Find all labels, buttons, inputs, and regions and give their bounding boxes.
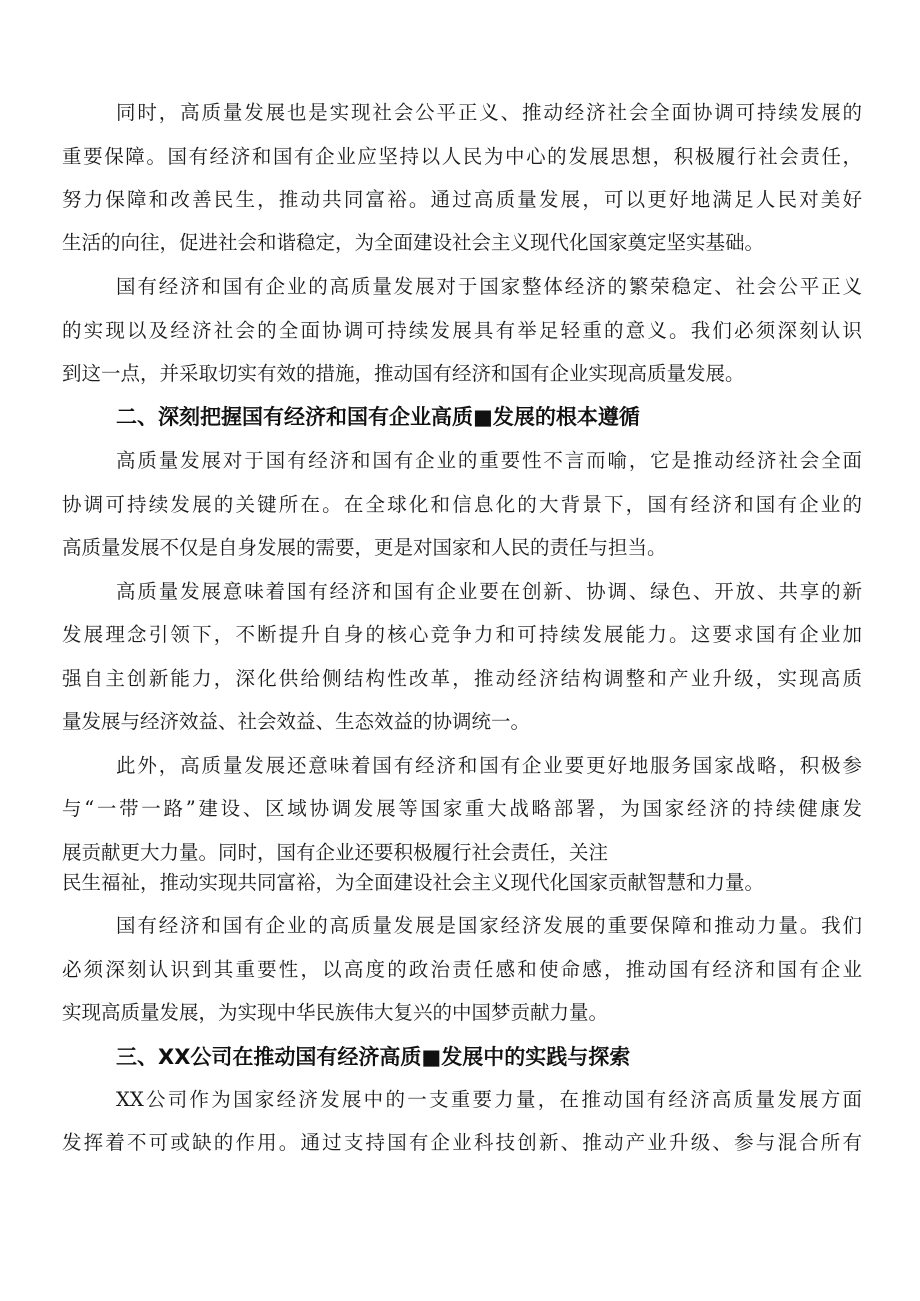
paragraph-line: 生活的向往，促进社会和谐稳定，为全面建设社会主义现代化国家奠定坚实基础。 — [62, 231, 765, 254]
section-heading-2: 二、深刻把握国有经济和国有企业高质■发展的根本遵循 — [116, 405, 640, 429]
paragraph-line: 发展理念引领下，不断提升自身的核心竞争力和可持续发展能力。这要求国有企业加 — [62, 623, 862, 646]
paragraph-line: 发挥着不可或缺的作用。通过支持国有企业科技创新、推动产业升级、参与混合所有 — [62, 1131, 862, 1154]
paragraph-line: 强自主创新能力，深化供给侧结构性改革，推动经济结构调整和产业升级，实现高质 — [62, 667, 862, 690]
paragraph-line: 的实现以及经济社会的全面协调可持续发展具有举足轻重的意义。我们必须深刻认识 — [62, 319, 862, 342]
section-heading-3: 三、XX公司在推动国有经济高质■发展中的实践与探索 — [116, 1045, 631, 1069]
paragraph-line: XX公司作为国家经济发展中的一支重要力量，在推动国有经济高质量发展方面 — [116, 1088, 862, 1111]
paragraph-line: 协调可持续发展的关键所在。在全球化和信息化的大背景下，国有经济和国有企业的 — [62, 493, 862, 516]
paragraph-line: 国有经济和国有企业的高质量发展是国家经济发展的重要保障和推动力量。我们 — [116, 914, 862, 937]
paragraph-line: 必须深刻认识到其重要性，以高度的政治责任感和使命感，推动国有经济和国有企业 — [62, 958, 862, 981]
paragraph-line: 展贡献更大力量。同时，国有企业还要积极履行社会责任，关注 — [62, 841, 609, 864]
paragraph-line: 高质量发展意味着国有经济和国有企业要在创新、协调、绿色、开放、共享的新 — [116, 580, 862, 603]
paragraph-line: 到这一点，并采取切实有效的措施，推动国有经济和国有企业实现高质量发展。 — [62, 362, 745, 385]
paragraph-line: 实现高质量发展，为实现中华民族伟大复兴的中国梦贡献力量。 — [62, 1001, 609, 1024]
paragraph-line: 同时，高质量发展也是实现社会公平正义、推动经济社会全面协调可持续发展的 — [116, 101, 862, 124]
paragraph-line: 高质量发展对于国有经济和国有企业的重要性不言而喻，它是推动经济社会全面 — [116, 449, 862, 472]
paragraph-line: 国有经济和国有企业的高质量发展对于国家整体经济的繁荣稳定、社会公平正义 — [116, 275, 862, 298]
paragraph-line: 努力保障和改善民生，推动共同富裕。通过高质量发展，可以更好地满足人民对美好 — [62, 188, 862, 211]
paragraph-line: 量发展与经济效益、社会效益、生态效益的协调统一。 — [62, 710, 531, 733]
paragraph-line: 此外，高质量发展还意味着国有经济和国有企业要更好地服务国家战略，积极参 — [116, 754, 862, 777]
paragraph-line: 重要保障。国有经济和国有企业应坚持以人民为中心的发展思想，积极履行社会责任， — [62, 145, 862, 168]
paragraph-line: 民生福祉，推动实现共同富裕，为全面建设社会主义现代化国家贡献智慧和力量。 — [62, 871, 765, 894]
paragraph-line: 高质量发展不仅是自身发展的需要，更是对国家和人民的责任与担当。 — [62, 536, 667, 559]
paragraph-line: 与“一带一路”建设、区域协调发展等国家重大战略部署，为国家经济的持续健康发 — [62, 797, 862, 820]
